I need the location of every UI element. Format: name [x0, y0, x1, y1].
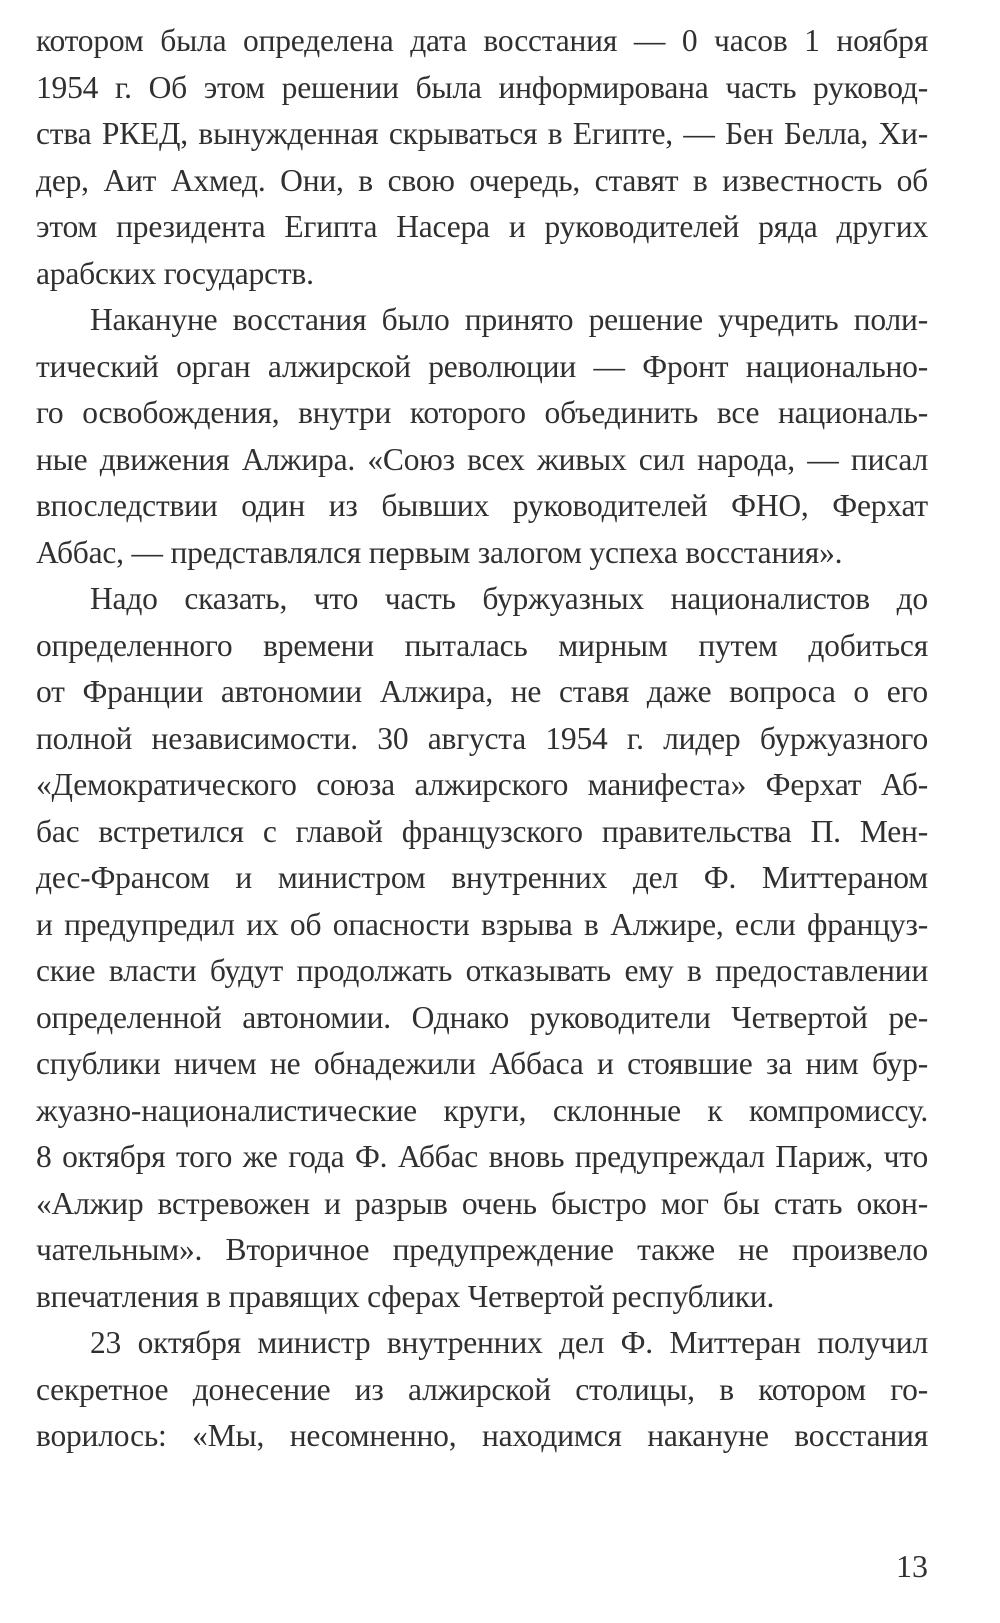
text-line: 8 октября того же года Ф. Аббас вновь предупреждал Париж, что: [36, 1139, 928, 1174]
text-line: и предупредил их об опасности взрыва в Алжире, если француз-: [36, 906, 928, 942]
text-line: ные движения Алжира. «Союз всех живых сил народа, — писал: [36, 441, 928, 477]
text-line: 1954 г. Об этом решении была информирована часть руковод-: [36, 69, 928, 105]
text-line: определенной автономии. Однако руководители Четвертой ре-: [36, 999, 928, 1035]
text-line: Аббас, — представлялся первым залогом успеха восстания».: [36, 534, 843, 570]
text-line: «Алжир встревожен и разрыв очень быстро мог бы стать окон-: [36, 1185, 928, 1221]
text-line: ворилось: «Мы, несомненно, находимся накануне восстания: [36, 1418, 928, 1453]
text-line: арабских государств.: [36, 255, 314, 291]
text-line: секретное донесение из алжирской столицы, в котором го-: [36, 1371, 928, 1407]
paragraph-1: [36, 18, 928, 297]
text-line: впоследствии один из бывших руководителей ФНО, Ферхат: [36, 488, 928, 523]
paragraph-3: [36, 576, 928, 1320]
text-line: полной независимости. 30 августа 1954 г. лидер буржуазного: [36, 720, 928, 756]
paragraph-4: [36, 1320, 928, 1460]
book-page: [36, 18, 928, 1608]
text-line: бас встретился с главой французского правительства П. Мен-: [36, 813, 928, 849]
text-line: определенного времени пыталась мирным путем добиться: [36, 627, 928, 663]
text-line: го освобождения, внутри которого объединить все националь-: [36, 395, 928, 430]
text-line: тический орган алжирской революции — Фронт национально-: [36, 348, 928, 384]
text-line: чательным». Вторичное предупреждение также не произвело: [36, 1232, 928, 1267]
text-line: 23 октября министр внутренних дел Ф. Миттеран получил: [90, 1325, 928, 1360]
text-line: Накануне восстания было принято решение учредить поли-: [90, 302, 928, 337]
text-line: Надо сказать, что часть буржуазных националистов до: [90, 581, 928, 616]
text-line: «Демократического союза алжирского манифеста» Ферхат Аб-: [36, 767, 928, 802]
paragraph-2: [36, 297, 928, 576]
text-line: впечатления в правящих сферах Четвертой республики.: [36, 1278, 775, 1314]
text-line: дер, Аит Ахмед. Они, в свою очередь, ставят в известность об: [36, 162, 928, 198]
text-line: котором была определена дата восстания — 0 часов 1 ноября: [36, 23, 928, 58]
body-text: [36, 18, 928, 1460]
text-line: дес-Франсом и министром внутренних дел Ф. Миттераном: [36, 860, 928, 895]
page-number: 13: [896, 1548, 928, 1584]
text-line: ства РКЕД, вынужденная скрываться в Египте, — Бен Белла, Хи-: [36, 116, 928, 151]
text-line: спублики ничем не обнадежили Аббаса и стоявшие за ним бур-: [36, 1046, 928, 1081]
text-line: ские власти будут продолжать отказывать ему в предоставлении: [36, 953, 928, 988]
text-line: этом президента Египта Насера и руководителей ряда других: [36, 209, 928, 244]
text-line: жуазно-националистические круги, склонные к компромиссу.: [36, 1092, 928, 1128]
text-line: от Франции автономии Алжира, не ставя даже вопроса о его: [36, 674, 928, 709]
